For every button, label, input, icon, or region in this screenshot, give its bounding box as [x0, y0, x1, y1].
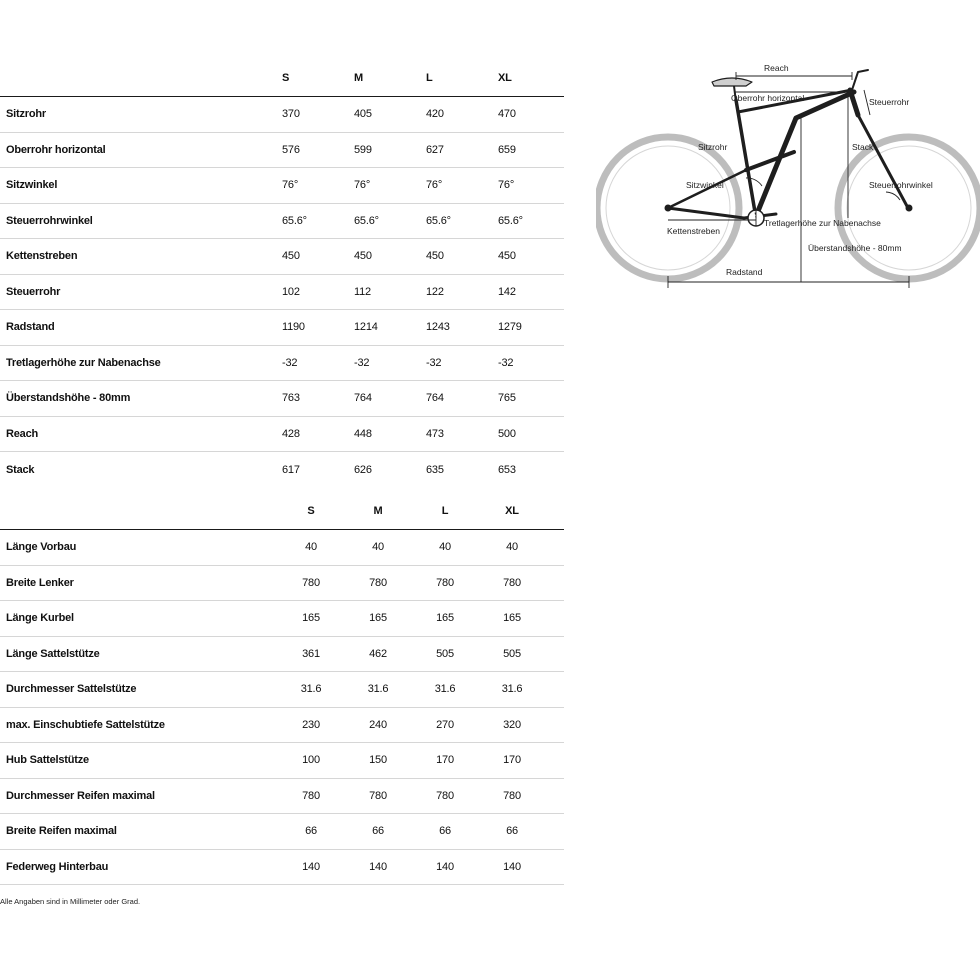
geometry-value: 76° [426, 168, 498, 204]
components-value: 165 [350, 601, 406, 637]
geometry-value: 448 [354, 416, 426, 452]
components-value: 170 [484, 743, 540, 779]
label-reach: Reach [764, 63, 789, 73]
geometry-value: 76° [282, 168, 354, 204]
size-header-xl: XL [484, 493, 540, 530]
label-chainstay: Kettenstreben [667, 226, 720, 236]
components-row-spacer [540, 778, 564, 814]
components-value: 140 [272, 849, 350, 885]
geometry-row-label: Kettenstreben [0, 239, 282, 275]
components-value: 40 [406, 530, 484, 566]
geometry-value: 763 [282, 381, 354, 417]
geometry-row [0, 132, 564, 168]
components-row-spacer [540, 743, 564, 779]
geometry-row-label: Steuerrohr [0, 274, 282, 310]
components-value: 780 [406, 565, 484, 601]
geometry-row [0, 274, 564, 310]
geometry-row [0, 345, 564, 381]
components-row-label: Durchmesser Sattelstütze [0, 672, 272, 708]
components-value: 170 [406, 743, 484, 779]
size-header-l: L [426, 60, 498, 97]
geometry-value: -32 [498, 345, 564, 381]
geometry-value: 370 [282, 97, 354, 133]
components-value: 31.6 [350, 672, 406, 708]
geometry-value: 65.6° [354, 203, 426, 239]
components-value: 40 [484, 530, 540, 566]
geometry-value: 450 [354, 239, 426, 275]
components-row-spacer [540, 849, 564, 885]
components-value: 66 [406, 814, 484, 850]
fork [858, 115, 908, 208]
size-header-m: M [350, 493, 406, 530]
components-value: 66 [484, 814, 540, 850]
components-value: 140 [484, 849, 540, 885]
components-row-spacer [540, 636, 564, 672]
label-seat-tube: Sitzrohr [698, 142, 728, 152]
components-row-label: Hub Sattelstütze [0, 743, 272, 779]
footnote: Alle Angaben sind in Millimeter oder Grad. [0, 897, 141, 906]
geometry-value: 1243 [426, 310, 498, 346]
geometry-value: 626 [354, 463, 372, 476]
geometry-row [0, 452, 564, 488]
saddle [712, 78, 752, 86]
components-value: 240 [350, 707, 406, 743]
geometry-value: -32 [282, 345, 354, 381]
components-value: 505 [484, 636, 540, 672]
components-row-spacer [540, 672, 564, 708]
geometry-value: 65.6° [426, 203, 498, 239]
geometry-value: 473 [426, 416, 498, 452]
components-value: 505 [406, 636, 484, 672]
components-row [0, 672, 564, 708]
label-head-tube: Steuerrohr [869, 97, 910, 107]
components-value: 780 [350, 565, 406, 601]
geometry-value: 76° [354, 168, 426, 204]
components-row-spacer [540, 530, 564, 566]
components-value: 66 [272, 814, 350, 850]
size-header-s: S [282, 60, 354, 97]
components-value: 40 [272, 530, 350, 566]
geometry-header-label [0, 60, 282, 97]
geometry-value: -32 [426, 345, 498, 381]
components-value: 165 [484, 601, 540, 637]
geometry-value: 764 [426, 381, 498, 417]
components-row-label: max. Einschubtiefe Sattelstütze [0, 707, 272, 743]
diagram-labels [667, 63, 933, 277]
components-row-label: Durchmesser Reifen maximal [0, 778, 272, 814]
geometry-value: 122 [426, 274, 498, 310]
label-wheelbase: Radstand [726, 267, 763, 277]
geometry-value: 1279 [498, 310, 564, 346]
components-row-spacer [540, 565, 564, 601]
components-value: 462 [350, 636, 406, 672]
label-stack: Stack [852, 142, 874, 152]
geometry-row [0, 203, 564, 239]
components-row-label: Federweg Hinterbau [0, 849, 272, 885]
label-seat-angle: Sitzwinkel [686, 180, 724, 190]
geometry-value: 450 [498, 239, 564, 275]
geometry-row [0, 97, 564, 133]
geometry-value: 420 [426, 97, 498, 133]
components-row-label: Länge Sattelstütze [0, 636, 272, 672]
geometry-value: 617 [282, 463, 300, 476]
components-row [0, 530, 564, 566]
geometry-row-label: Stack [6, 463, 35, 476]
components-value: 780 [406, 778, 484, 814]
components-value: 780 [272, 565, 350, 601]
components-value: 140 [350, 849, 406, 885]
geometry-value: 653 [498, 463, 516, 476]
geometry-value: -32 [354, 345, 426, 381]
label-head-angle: Steuerrohrwinkel [869, 180, 933, 190]
components-value: 31.6 [272, 672, 350, 708]
geometry-value: 764 [354, 381, 426, 417]
geometry-header-row [0, 60, 564, 97]
geometry-value: 405 [354, 97, 426, 133]
geometry-row [0, 416, 564, 452]
components-row [0, 636, 564, 672]
components-header-row [0, 493, 564, 530]
geometry-row-label: Tretlagerhöhe zur Nabenachse [0, 345, 282, 381]
components-row-label: Länge Kurbel [0, 601, 272, 637]
geometry-value: 102 [282, 274, 354, 310]
rear-hub [665, 205, 671, 211]
components-value: 31.6 [406, 672, 484, 708]
components-row-label: Breite Reifen maximal [0, 814, 272, 850]
geometry-value: 576 [282, 132, 354, 168]
components-row-label: Länge Vorbau [0, 530, 272, 566]
label-bb-drop: Tretlagerhöhe zur Nabenachse [764, 218, 881, 228]
geometry-row [0, 381, 564, 417]
geometry-value: 450 [426, 239, 498, 275]
components-value: 31.6 [484, 672, 540, 708]
components-row [0, 849, 564, 885]
components-row [0, 707, 564, 743]
geometry-value: 65.6° [498, 203, 564, 239]
geometry-row [0, 239, 564, 275]
geometry-value: 1214 [354, 310, 426, 346]
components-value: 66 [350, 814, 406, 850]
geometry-value: 142 [498, 274, 564, 310]
components-value: 320 [484, 707, 540, 743]
geometry-table [0, 60, 564, 487]
components-value: 780 [484, 778, 540, 814]
components-value: 780 [272, 778, 350, 814]
size-header-xl: XL [498, 60, 564, 97]
bike-geometry-diagram [596, 60, 980, 290]
geometry-row [0, 168, 564, 204]
geometry-row-label: Radstand [0, 310, 282, 346]
components-value: 270 [406, 707, 484, 743]
geometry-row-label: Reach [0, 416, 282, 452]
geometry-value: 450 [282, 239, 354, 275]
geometry-value: 112 [354, 274, 426, 310]
components-row [0, 565, 564, 601]
components-table [0, 493, 564, 885]
components-value: 40 [350, 530, 406, 566]
components-row [0, 743, 564, 779]
geometry-value: 599 [354, 132, 426, 168]
geometry-value: 1190 [282, 310, 354, 346]
components-table-body [0, 530, 564, 885]
components-row [0, 601, 564, 637]
geometry-value: 659 [498, 132, 564, 168]
geometry-row-label: Überstandshöhe - 80mm [0, 381, 282, 417]
components-value: 780 [350, 778, 406, 814]
components-value: 230 [272, 707, 350, 743]
components-value: 150 [350, 743, 406, 779]
size-header-m: M [354, 60, 426, 97]
components-row-label: Breite Lenker [0, 565, 272, 601]
geometry-value: 765 [498, 381, 564, 417]
geometry-value: 635 [426, 463, 444, 476]
components-row [0, 814, 564, 850]
label-standover: Überstandshöhe - 80mm [808, 243, 902, 253]
geometry-value: 470 [498, 97, 564, 133]
geometry-row-label: Sitzrohr [0, 97, 282, 133]
front-hub [906, 205, 912, 211]
components-value: 361 [272, 636, 350, 672]
components-row [0, 778, 564, 814]
head-angle-arc [886, 192, 900, 200]
geometry-value: 65.6° [282, 203, 354, 239]
stem-handlebar [852, 70, 868, 90]
components-row-spacer [540, 814, 564, 850]
size-header-l: L [406, 493, 484, 530]
geometry-row [0, 310, 564, 346]
geometry-value: 500 [498, 416, 564, 452]
geometry-value: 428 [282, 416, 354, 452]
components-header-label [0, 493, 272, 530]
components-value: 780 [484, 565, 540, 601]
geometry-row-label: Steuerrohrwinkel [0, 203, 282, 239]
geometry-table-body [0, 97, 564, 488]
geometry-row-label: Oberrohr horizontal [0, 132, 282, 168]
size-header-s: S [272, 493, 350, 530]
components-value: 165 [406, 601, 484, 637]
header-spacer [540, 493, 564, 530]
components-value: 140 [406, 849, 484, 885]
components-row-spacer [540, 707, 564, 743]
components-row-spacer [540, 601, 564, 637]
geometry-value: 627 [426, 132, 498, 168]
components-value: 100 [272, 743, 350, 779]
geometry-row-label: Sitzwinkel [0, 168, 282, 204]
geometry-value: 76° [498, 168, 564, 204]
components-value: 165 [272, 601, 350, 637]
label-top-tube: Oberrohr horizontal [731, 93, 805, 103]
shock [746, 152, 794, 170]
